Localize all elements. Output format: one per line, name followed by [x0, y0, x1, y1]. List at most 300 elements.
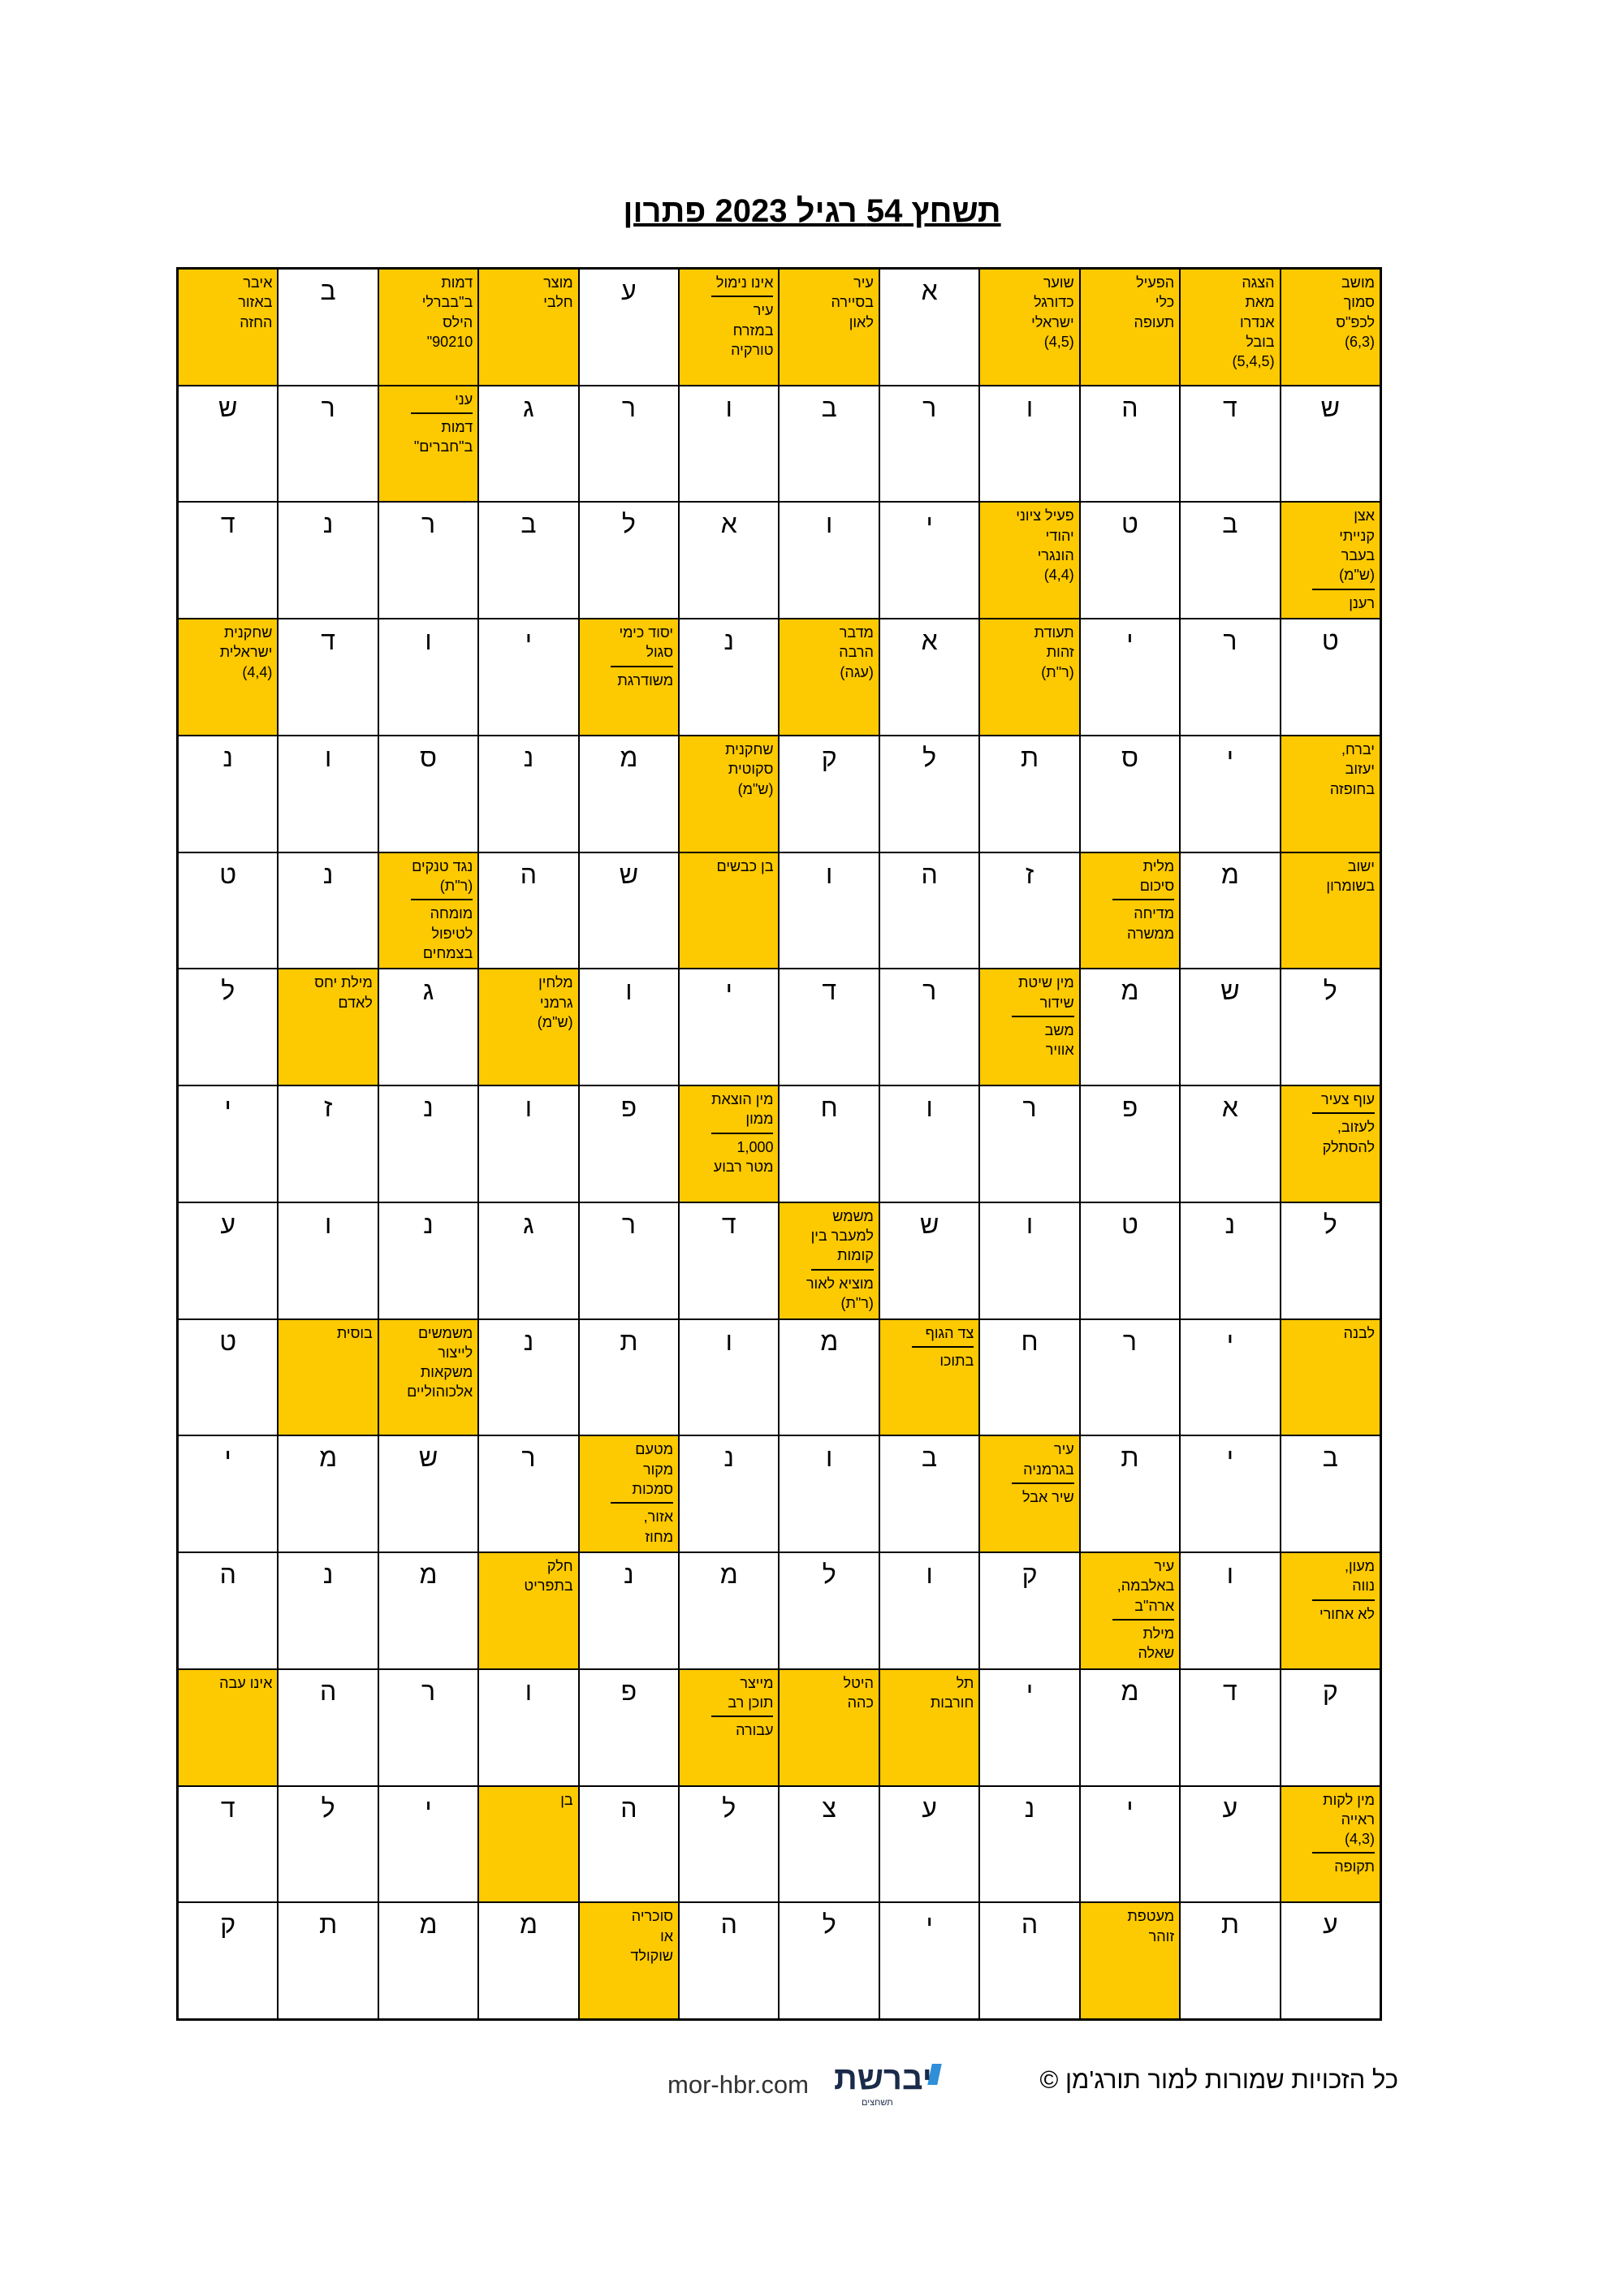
answer-cell	[278, 269, 378, 386]
publisher-logo	[834, 2061, 968, 2111]
answer-letter: א	[921, 276, 938, 305]
answer-cell	[779, 852, 879, 969]
answer-cell	[1080, 1085, 1180, 1202]
answer-letter: נ	[523, 742, 534, 772]
clue-cell	[579, 1435, 679, 1552]
clue-text: תעודת זהות (ר"ת)	[1034, 624, 1074, 680]
clue-text: שוער כדורגל ישראלי (4,5)	[1031, 274, 1074, 350]
answer-cell	[679, 502, 779, 619]
clue-text: בתוכו	[939, 1352, 974, 1369]
answer-letter: נ	[423, 1209, 434, 1239]
clue-box	[484, 973, 572, 1081]
answer-letter: ד	[1223, 392, 1237, 422]
answer-letter: ב	[922, 1443, 938, 1473]
clue-box	[1286, 740, 1375, 848]
answer-letter: ק	[821, 742, 837, 772]
clue-cell	[378, 1319, 478, 1436]
answer-letter: י	[926, 1910, 933, 1940]
clue-cell	[378, 269, 478, 386]
clue-box	[985, 973, 1073, 1081]
answer-letter: ג	[523, 392, 534, 422]
clue-box	[685, 1673, 773, 1782]
answer-cell	[278, 1552, 378, 1669]
clue-cell	[278, 1319, 378, 1436]
answer-letter: ב	[1322, 1443, 1338, 1473]
clue-text: עיר בגרמניה	[1023, 1441, 1074, 1478]
clue-divider	[611, 666, 673, 667]
clue-box	[685, 1090, 773, 1198]
answer-letter: ו	[425, 626, 432, 656]
clue-cell	[1080, 852, 1180, 969]
answer-cell	[579, 969, 679, 1085]
answer-cell	[679, 386, 779, 503]
clue-cell	[1281, 1552, 1380, 1669]
answer-letter: ו	[926, 1093, 933, 1123]
answer-cell	[278, 619, 378, 736]
clue-text: משמש למעבר בין קומות	[810, 1207, 874, 1264]
answer-cell	[1080, 619, 1180, 736]
answer-letter: ה	[720, 1910, 737, 1940]
answer-cell	[1180, 1085, 1280, 1202]
answer-letter: ה	[1021, 1910, 1039, 1940]
answer-cell	[178, 1902, 278, 2019]
clue-box	[1286, 857, 1375, 965]
answer-letter: מ	[519, 1910, 538, 1940]
answer-cell	[979, 736, 1079, 852]
answer-cell	[278, 1435, 378, 1552]
clue-text: מוציא לאור (ר"ת)	[806, 1275, 874, 1312]
clue-text: עיר במזרח טורקיה	[731, 302, 774, 358]
answer-letter: ת	[1220, 1910, 1239, 1940]
clue-cell	[178, 269, 278, 386]
clue-divider	[1012, 1482, 1074, 1484]
clue-text: מילת שאלה	[1138, 1625, 1175, 1662]
answer-letter: ל	[922, 742, 937, 772]
answer-cell	[579, 1669, 679, 1786]
answer-cell	[879, 386, 979, 503]
answer-letter: ה	[219, 1560, 236, 1590]
answer-letter: ת	[319, 1910, 338, 1940]
copyright-notice: כל הזכויות שמורות למור תורג'מן ©	[1039, 2065, 1398, 2094]
answer-cell	[779, 1786, 879, 1903]
answer-cell	[579, 1319, 679, 1436]
answer-letter: ר	[421, 1676, 436, 1706]
clue-text: מין לקות ראייה (4,3)	[1323, 1791, 1375, 1848]
clue-text: מדבר הרבה (עגה)	[839, 624, 874, 680]
clue-box	[283, 973, 372, 1081]
clue-box	[1286, 1323, 1375, 1432]
answer-cell	[178, 1202, 278, 1319]
clue-text: לעזוב, להסתלק	[1322, 1119, 1375, 1155]
answer-cell	[879, 969, 979, 1085]
answer-letter: ל	[822, 1910, 836, 1940]
clue-text: שחקנית סקוטית (ש"מ)	[725, 740, 774, 797]
answer-cell	[579, 1085, 679, 1202]
clue-text: אזור, מחוז	[643, 1508, 674, 1545]
clue-cell	[478, 269, 578, 386]
answer-letter: ב	[821, 392, 837, 422]
clue-cell	[979, 969, 1079, 1085]
clue-cell	[1281, 852, 1380, 969]
clue-divider	[1312, 1599, 1375, 1601]
clue-text: מילת יחס לאדם	[314, 974, 373, 1011]
answer-cell	[1080, 386, 1180, 503]
answer-letter: מ	[1121, 976, 1139, 1006]
answer-letter: מ	[620, 742, 638, 772]
clue-text: יסוד כימי סגול	[619, 624, 674, 661]
answer-cell	[1180, 736, 1280, 852]
answer-letter: ח	[820, 1093, 838, 1123]
answer-cell	[278, 1669, 378, 1786]
answer-cell	[879, 736, 979, 852]
page-title: תשחץ 54 רגיל 2023 פתרון	[623, 193, 1001, 229]
clue-cell	[378, 386, 478, 503]
answer-letter: ד	[220, 509, 235, 539]
answer-letter: ש	[418, 1443, 438, 1473]
answer-letter: נ	[322, 1560, 334, 1590]
answer-letter: ד	[721, 1209, 736, 1239]
answer-cell	[779, 1902, 879, 2019]
answer-cell	[478, 1202, 578, 1319]
answer-letter: ד	[1223, 1676, 1237, 1706]
clue-text: לבנה	[1343, 1324, 1375, 1341]
answer-cell	[1180, 1669, 1280, 1786]
answer-cell	[278, 1085, 378, 1202]
answer-letter: ע	[1322, 1910, 1338, 1940]
clue-divider	[1312, 589, 1375, 590]
clue-box	[784, 1206, 873, 1315]
answer-cell	[378, 1435, 478, 1552]
answer-letter: ל	[722, 1793, 736, 1823]
answer-cell	[478, 386, 578, 503]
answer-letter: נ	[1224, 1209, 1236, 1239]
answer-cell	[378, 1786, 478, 1903]
answer-cell	[1281, 619, 1380, 736]
clue-box	[484, 1556, 572, 1665]
clue-cell	[378, 852, 478, 969]
answer-cell	[378, 1202, 478, 1319]
answer-cell	[478, 1902, 578, 2019]
answer-cell	[679, 1202, 779, 1319]
clue-divider	[912, 1346, 974, 1348]
answer-cell	[278, 736, 378, 852]
clue-text: נגד טנקים (ר"ת)	[412, 857, 473, 894]
answer-cell	[478, 1319, 578, 1436]
clue-box	[1286, 1556, 1375, 1665]
answer-cell	[378, 736, 478, 852]
answer-cell	[478, 852, 578, 969]
answer-cell	[979, 852, 1079, 969]
answer-letter: ר	[521, 1443, 536, 1473]
clue-cell	[178, 619, 278, 736]
answer-cell	[178, 852, 278, 969]
answer-cell	[178, 1319, 278, 1436]
clue-divider	[711, 1716, 774, 1717]
clue-box	[585, 1439, 673, 1548]
answer-letter: י	[1026, 1676, 1034, 1706]
clue-divider	[411, 412, 473, 414]
crossword-grid	[176, 267, 1382, 2021]
clue-cell	[979, 269, 1079, 386]
answer-letter: י	[1126, 626, 1134, 656]
clue-box	[484, 273, 572, 382]
clue-cell	[478, 1786, 578, 1903]
clue-box	[384, 857, 473, 965]
clue-box	[985, 506, 1073, 615]
clue-cell	[679, 852, 779, 969]
answer-cell	[579, 1202, 679, 1319]
clue-cell	[1180, 269, 1280, 386]
answer-letter: ו	[1026, 1209, 1034, 1239]
answer-cell	[1080, 736, 1180, 852]
clue-text: בוסית	[336, 1324, 373, 1341]
answer-letter: ד	[220, 1793, 235, 1823]
answer-letter: א	[921, 626, 938, 656]
clue-box	[1186, 273, 1274, 382]
clue-cell	[1080, 1552, 1180, 1669]
clue-box	[384, 1323, 473, 1432]
answer-letter: פ	[620, 1093, 637, 1123]
answer-letter: ר	[321, 392, 335, 422]
answer-letter: ר	[922, 392, 937, 422]
answer-letter: מ	[419, 1560, 438, 1590]
clue-box	[784, 623, 873, 732]
answer-cell	[1080, 502, 1180, 619]
answer-letter: ל	[321, 1793, 335, 1823]
answer-cell	[879, 1552, 979, 1669]
answer-cell	[879, 1902, 979, 2019]
answer-letter: ל	[822, 1560, 836, 1590]
answer-cell	[879, 1435, 979, 1552]
clue-box	[585, 623, 673, 732]
answer-cell	[679, 1319, 779, 1436]
logo-wordmark: יברשת	[834, 2061, 932, 2096]
clue-cell	[1080, 1902, 1180, 2019]
clue-cell	[1281, 502, 1380, 619]
answer-cell	[879, 852, 979, 969]
answer-letter: ה	[1121, 392, 1138, 422]
clue-box	[1086, 1556, 1174, 1665]
answer-cell	[679, 619, 779, 736]
answer-letter: ל	[1323, 976, 1337, 1006]
answer-letter: ג	[422, 976, 434, 1006]
clue-cell	[478, 969, 578, 1085]
answer-letter: ט	[1321, 626, 1339, 656]
answer-letter: ר	[1223, 626, 1237, 656]
clue-text: מין הוצאת ממון	[711, 1091, 774, 1128]
clue-box	[1286, 1790, 1375, 1899]
answer-letter: צ	[822, 1793, 836, 1823]
clue-text: איבר באזור החזה	[238, 274, 273, 330]
clue-cell	[278, 969, 378, 1085]
answer-cell	[1080, 1202, 1180, 1319]
answer-letter: ה	[620, 1793, 637, 1823]
clue-text: עבורה	[736, 1722, 774, 1739]
clue-divider	[711, 296, 774, 297]
answer-cell	[579, 502, 679, 619]
clue-box	[784, 273, 873, 382]
clue-text: משב אוויר	[1044, 1021, 1074, 1059]
clue-cell	[679, 736, 779, 852]
clue-divider	[1012, 1016, 1074, 1017]
answer-letter: נ	[222, 742, 233, 772]
answer-letter: ו	[826, 859, 833, 889]
clue-cell	[679, 1085, 779, 1202]
clue-text: בן	[560, 1791, 573, 1808]
clue-cell	[779, 1669, 879, 1786]
answer-cell	[378, 1902, 478, 2019]
footer	[667, 2061, 1398, 2117]
answer-cell	[1281, 386, 1380, 503]
clue-cell	[579, 619, 679, 736]
answer-letter: ט	[1121, 509, 1138, 539]
clue-text: חלק בתפריט	[524, 1558, 573, 1595]
answer-cell	[1180, 969, 1280, 1085]
answer-cell	[1080, 1786, 1180, 1903]
clue-box	[1286, 506, 1375, 615]
answer-cell	[679, 1902, 779, 2019]
answer-letter: ר	[922, 976, 937, 1006]
clue-box	[685, 857, 773, 965]
answer-letter: ו	[525, 1093, 533, 1123]
answer-cell	[1080, 969, 1180, 1085]
answer-cell	[879, 1085, 979, 1202]
clue-box	[184, 273, 272, 382]
answer-letter: ה	[921, 859, 938, 889]
answer-cell	[779, 1085, 879, 1202]
clue-box	[985, 1439, 1073, 1548]
clue-box	[685, 740, 773, 848]
clue-cell	[779, 269, 879, 386]
clue-text: לא אחורי	[1320, 1605, 1375, 1622]
answer-cell	[378, 1552, 478, 1669]
answer-cell	[1180, 386, 1280, 503]
clue-box	[1286, 273, 1375, 382]
answer-cell	[1080, 1319, 1180, 1436]
answer-cell	[478, 619, 578, 736]
clue-text: אצן קנייתי בעבר (ש"מ)	[1339, 507, 1375, 584]
answer-cell	[579, 269, 679, 386]
answer-letter: ל	[1323, 1209, 1337, 1239]
answer-cell	[879, 619, 979, 736]
answer-letter: י	[1226, 1443, 1234, 1473]
answer-letter: ו	[725, 1326, 732, 1356]
answer-letter: ת	[620, 1326, 638, 1356]
answer-letter: ע	[922, 1793, 937, 1823]
answer-letter: א	[720, 509, 737, 539]
answer-cell	[178, 1786, 278, 1903]
answer-letter: י	[926, 509, 933, 539]
answer-cell	[779, 736, 879, 852]
answer-cell	[879, 269, 979, 386]
clue-divider	[1312, 1112, 1375, 1114]
answer-cell	[679, 969, 779, 1085]
answer-cell	[579, 386, 679, 503]
clue-text: מטעם מקור סמכות	[632, 1441, 674, 1497]
clue-box	[985, 623, 1073, 732]
clue-box	[685, 273, 773, 382]
answer-letter: מ	[1220, 859, 1239, 889]
website-url: mor-hbr.com	[667, 2070, 809, 2099]
clue-divider	[1312, 1852, 1375, 1854]
answer-cell	[178, 1552, 278, 1669]
clue-box	[1086, 857, 1174, 965]
answer-letter: ז	[323, 1093, 333, 1123]
answer-cell	[278, 852, 378, 969]
answer-cell	[1180, 1319, 1280, 1436]
answer-letter: נ	[723, 1443, 734, 1473]
clue-text: שיר אבל	[1022, 1488, 1074, 1505]
answer-letter: ז	[1025, 859, 1034, 889]
clue-text: שחקנית ישראלית (4,4)	[219, 624, 273, 680]
answer-cell	[879, 502, 979, 619]
answer-cell	[378, 1669, 478, 1786]
clue-text: ישוב בשומרון	[1326, 857, 1375, 894]
answer-letter: מ	[719, 1560, 738, 1590]
clue-text: מעון, נווה	[1344, 1558, 1375, 1595]
answer-letter: ו	[725, 392, 732, 422]
clue-text: עוף צעיר	[1321, 1091, 1375, 1108]
clue-cell	[1281, 1085, 1380, 1202]
answer-cell	[679, 1552, 779, 1669]
clue-box	[585, 1906, 673, 2015]
answer-letter: ס	[1121, 742, 1138, 772]
answer-letter: י	[425, 1793, 432, 1823]
answer-letter: י	[725, 976, 732, 1006]
answer-letter: ל	[221, 976, 235, 1006]
clue-text: עני	[455, 391, 473, 408]
clue-box	[184, 623, 272, 732]
clue-cell	[979, 1435, 1079, 1552]
answer-letter: מ	[1121, 1676, 1139, 1706]
answer-letter: י	[1126, 1793, 1134, 1823]
answer-cell	[478, 502, 578, 619]
answer-letter: י	[1226, 1326, 1234, 1356]
clue-box	[184, 1673, 272, 1782]
answer-cell	[278, 502, 378, 619]
answer-cell	[879, 1202, 979, 1319]
answer-cell	[1180, 1202, 1280, 1319]
answer-cell	[979, 1786, 1079, 1903]
answer-cell	[779, 969, 879, 1085]
answer-letter: ו	[1226, 1560, 1234, 1590]
answer-letter: י	[1226, 742, 1234, 772]
answer-letter: ר	[621, 392, 636, 422]
answer-cell	[178, 1085, 278, 1202]
answer-letter: נ	[723, 626, 734, 656]
answer-cell	[278, 386, 378, 503]
answer-cell	[1080, 1435, 1180, 1552]
answer-letter: ד	[321, 626, 335, 656]
answer-cell	[779, 386, 879, 503]
answer-letter: ל	[621, 509, 636, 539]
clue-text: דמות ב"חברים"	[413, 419, 473, 455]
answer-letter: ש	[1220, 976, 1240, 1006]
answer-cell	[579, 1552, 679, 1669]
answer-letter: נ	[1024, 1793, 1035, 1823]
answer-letter: ט	[219, 859, 237, 889]
clue-text: 1,000 מטר רבוע	[713, 1138, 774, 1176]
answer-letter: י	[525, 626, 533, 656]
answer-cell	[1180, 1786, 1280, 1903]
answer-cell	[1080, 1669, 1180, 1786]
clue-text: הצגה מאת אנדרו בובל (5,4,5)	[1232, 274, 1275, 370]
answer-letter: י	[224, 1443, 231, 1473]
answer-cell	[979, 1552, 1079, 1669]
answer-letter: ר	[1022, 1093, 1037, 1123]
answer-cell	[1180, 852, 1280, 969]
clue-text: מושב סמוך לכפ"ס (6,3)	[1336, 274, 1375, 350]
